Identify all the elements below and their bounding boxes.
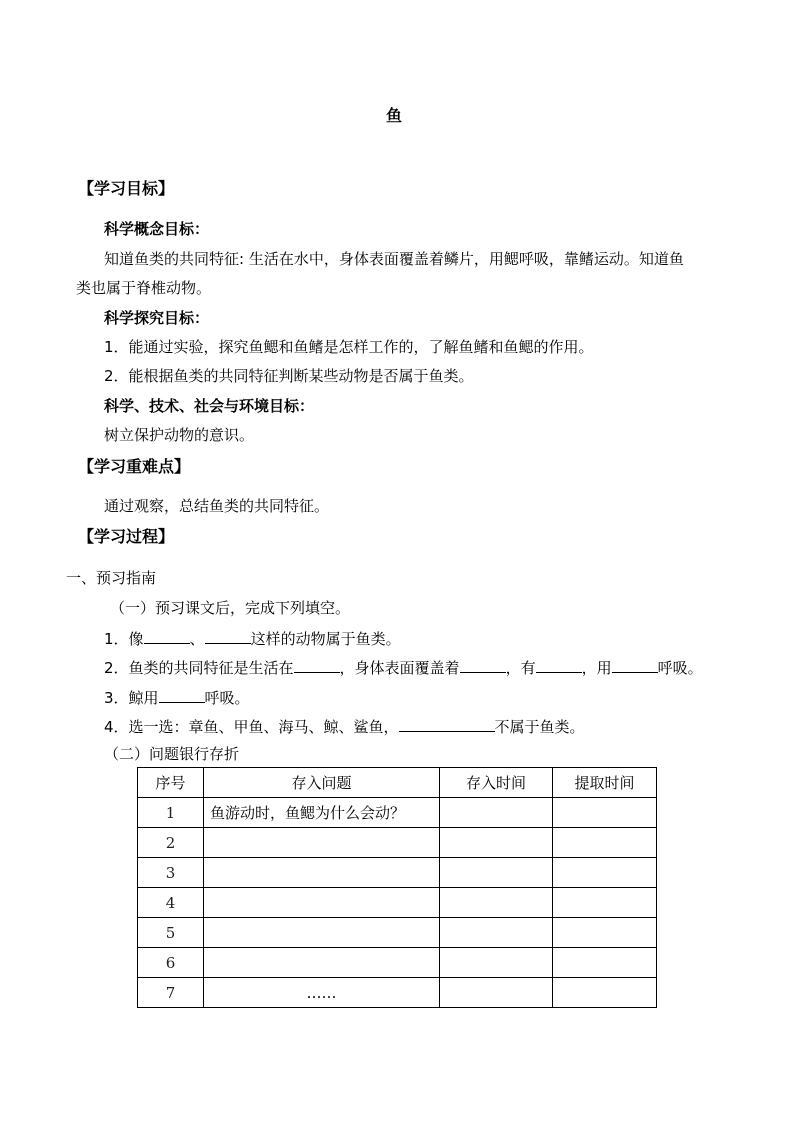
header-deposit-time: 存入时间 [440,768,553,798]
row-number: 6 [138,948,204,978]
fill-question-1: 1．像 、 这样的动物属于鱼类。 [104,630,401,648]
row-deposit-time [440,828,553,858]
row-question [204,858,440,888]
row-withdraw-time [553,888,657,918]
header-question: 存入问题 [204,768,440,798]
row-question: 鱼游动时，鱼鳃为什么会动？ [204,798,440,828]
row-question: …… [204,978,440,1008]
table-row [138,948,657,978]
header-withdraw-time: 提取时间 [553,768,657,798]
inquiry-goal-item-1: 1．能通过实验，探究鱼鳃和鱼鳍是怎样工作的，了解鱼鳍和鱼鳃的作用。 [104,338,594,356]
concept-goal-title: 科学概念目标： [104,220,210,238]
answer-blank[interactable] [399,716,495,732]
page-title: 鱼 [386,106,403,125]
row-withdraw-time [553,978,657,1008]
stse-goal-title: 科学、技术、社会与环境目标： [104,397,315,415]
row-deposit-time [440,888,553,918]
table-header-row [138,768,657,798]
row-question [204,888,440,918]
fill-question-4: 4．选一选：章鱼、甲鱼、海马、鲸、鲨鱼， 不属于鱼类。 [104,718,585,736]
table-row [138,798,657,828]
row-withdraw-time [553,828,657,858]
fill-question-3: 3．鲸用 呼吸。 [104,689,250,707]
row-deposit-time [440,948,553,978]
fill-question-2: 2．鱼类的共同特征是生活在 ，身体表面覆盖着 ，有 ，用 呼吸。 [104,659,703,677]
answer-blank[interactable] [294,657,340,673]
row-deposit-time [440,978,553,1008]
row-number: 4 [138,888,204,918]
table-row [138,828,657,858]
row-question [204,828,440,858]
row-number: 1 [138,798,204,828]
inquiry-goal-title: 科学探究目标： [104,309,210,327]
answer-blank[interactable] [205,628,251,644]
concept-goal-line-1: 知道鱼类的共同特征: 生活在水中，身体表面覆盖着鳞片，用鳃呼吸，靠鳍运动。知道鱼 [104,250,684,268]
table-row [138,888,657,918]
row-withdraw-time [553,798,657,828]
inquiry-goal-item-2: 2．能根据鱼类的共同特征判断某些动物是否属于鱼类。 [104,367,474,385]
question-bank-table [137,767,657,1008]
preview-part-2-heading: （二）问题银行存折 [104,745,240,763]
table-row [138,978,657,1008]
preview-heading: 一、预习指南 [66,569,157,587]
row-withdraw-time [553,948,657,978]
key-points-text: 通过观察，总结鱼类的共同特征。 [104,497,330,515]
answer-blank[interactable] [144,628,190,644]
concept-goal-line-2: 类也属于脊椎动物。 [76,279,212,297]
row-number: 5 [138,918,204,948]
answer-blank[interactable] [612,657,658,673]
row-question [204,948,440,978]
section-goals-heading: 【学习目标】 [78,179,175,198]
row-deposit-time [440,918,553,948]
answer-blank[interactable] [536,657,582,673]
row-number: 3 [138,858,204,888]
section-key-points-heading: 【学习重难点】 [78,457,191,476]
row-deposit-time [440,858,553,888]
table-row [138,918,657,948]
answer-blank[interactable] [460,657,506,673]
row-question [204,918,440,948]
section-process-heading: 【学习过程】 [78,527,175,546]
stse-goal-text: 树立保护动物的意识。 [104,426,255,444]
table-row [138,858,657,888]
answer-blank[interactable] [159,687,205,703]
header-number: 序号 [138,768,204,798]
row-deposit-time [440,798,553,828]
row-number: 2 [138,828,204,858]
row-withdraw-time [553,858,657,888]
row-withdraw-time [553,918,657,948]
row-number: 7 [138,978,204,1008]
preview-part-1-heading: （一）预习课文后，完成下列填空。 [110,599,351,617]
